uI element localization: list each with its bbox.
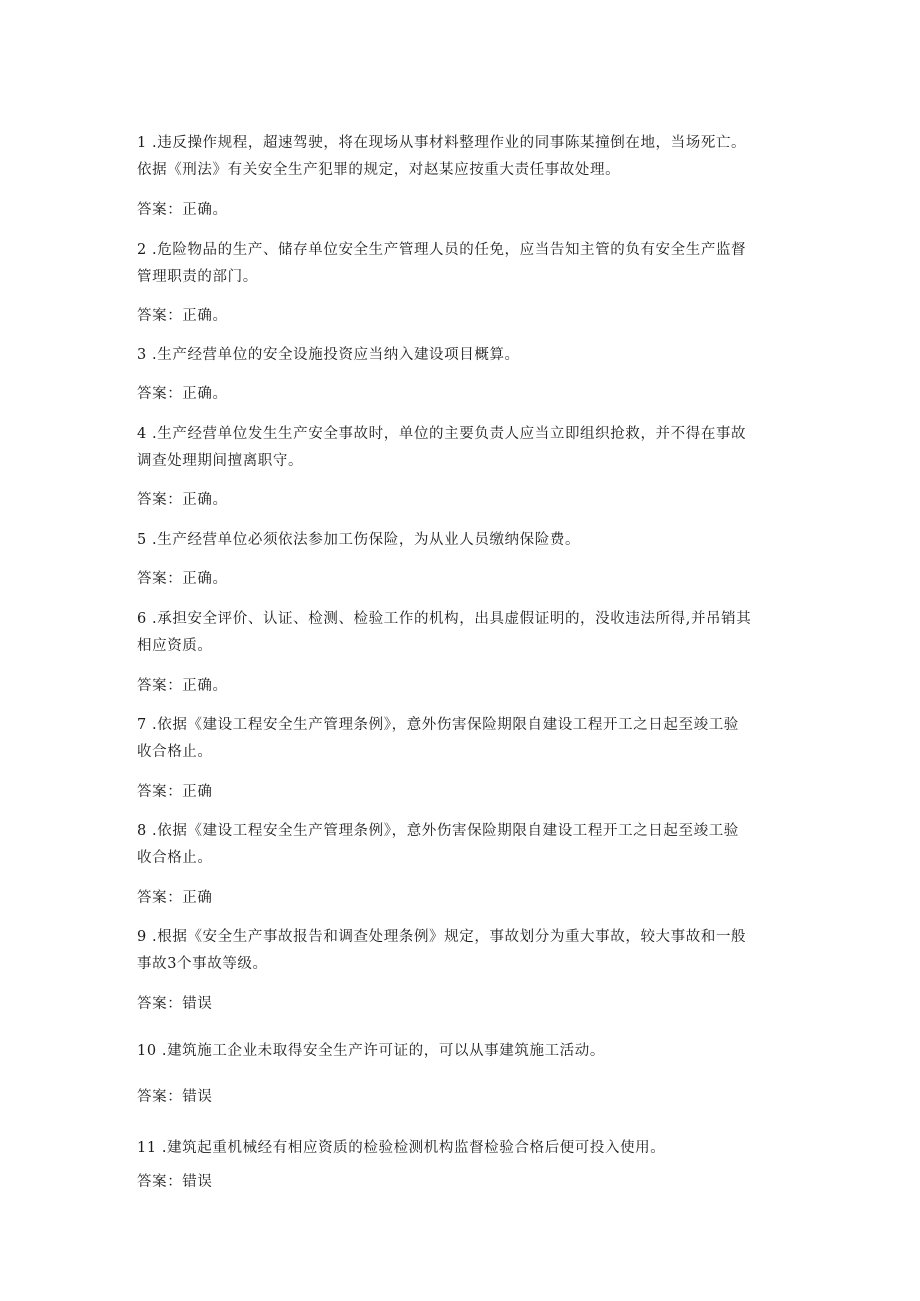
question-1-line-2: 依据《刑法》有关安全生产犯罪的规定，对赵某应按重大责任事故处理。 [137, 162, 621, 178]
answer-7: 答案：正确 [137, 784, 213, 800]
question-2-line-1: 2 .危险物品的生产、储存单位安全生产管理人员的任免，应当告知主管的负有安全生产监督 [137, 242, 747, 258]
question-6-line-2: 相应资质。 [137, 638, 213, 654]
answer-9: 答案：错误 [137, 996, 213, 1012]
question-8-line-1: 8 .依据《建设工程安全生产管理条例》，意外伤害保险期限自建设工程开工之日起至竣工验 [137, 823, 739, 839]
question-11-line-1: 11 .建筑起重机械经有相应资质的检验检测机构监督检验合格后便可投入使用。 [137, 1140, 666, 1156]
question-4-line-2: 调查处理期间擅离职守。 [137, 453, 304, 469]
answer-5: 答案：正确。 [137, 571, 228, 587]
question-8-line-2: 收合格止。 [137, 850, 213, 866]
question-7-line-2: 收合格止。 [137, 744, 213, 760]
answer-11: 答案：错误 [137, 1174, 213, 1190]
question-10-line-1: 10 .建筑施工企业未取得安全生产许可证的，可以从事建筑施工活动。 [137, 1043, 605, 1059]
answer-4: 答案：正确。 [137, 492, 228, 508]
question-4-line-1: 4 .生产经营单位发生生产安全事故时，单位的主要负责人应当立即组织抢救，并不得在事故 [137, 426, 747, 442]
question-6-line-1: 6 .承担安全评价、认证、检测、检验工作的机构，出具虚假证明的，没收违法所得,并吊销其 [137, 611, 752, 627]
answer-2: 答案：正确。 [137, 308, 228, 324]
question-9-line-1: 9 .根据《安全生产事故报告和调查处理条例》规定，事故划分为重大事故，较大事故和一般 [137, 929, 747, 945]
question-1-line-1: 1 .违反操作规程，超速驾驶，将在现场从事材料整理作业的同事陈某撞倒在地，当场死亡。 [137, 135, 747, 151]
question-7-line-1: 7 .依据《建设工程安全生产管理条例》，意外伤害保险期限自建设工程开工之日起至竣工验 [137, 717, 739, 733]
answer-3: 答案：正确。 [137, 386, 228, 402]
answer-1: 答案：正确。 [137, 202, 228, 218]
answer-10: 答案：错误 [137, 1089, 213, 1105]
question-5-line-1: 5 .生产经营单位必须依法参加工伤保险，为从业人员缴纳保险费。 [137, 532, 581, 548]
question-3-line-1: 3 .生产经营单位的安全设施投资应当纳入建设项目概算。 [137, 347, 520, 363]
answer-8: 答案：正确 [137, 890, 213, 906]
answer-6: 答案：正确。 [137, 678, 228, 694]
question-9-line-2: 事故3个事故等级。 [137, 956, 268, 972]
question-2-line-2: 管理职责的部门。 [137, 269, 258, 285]
